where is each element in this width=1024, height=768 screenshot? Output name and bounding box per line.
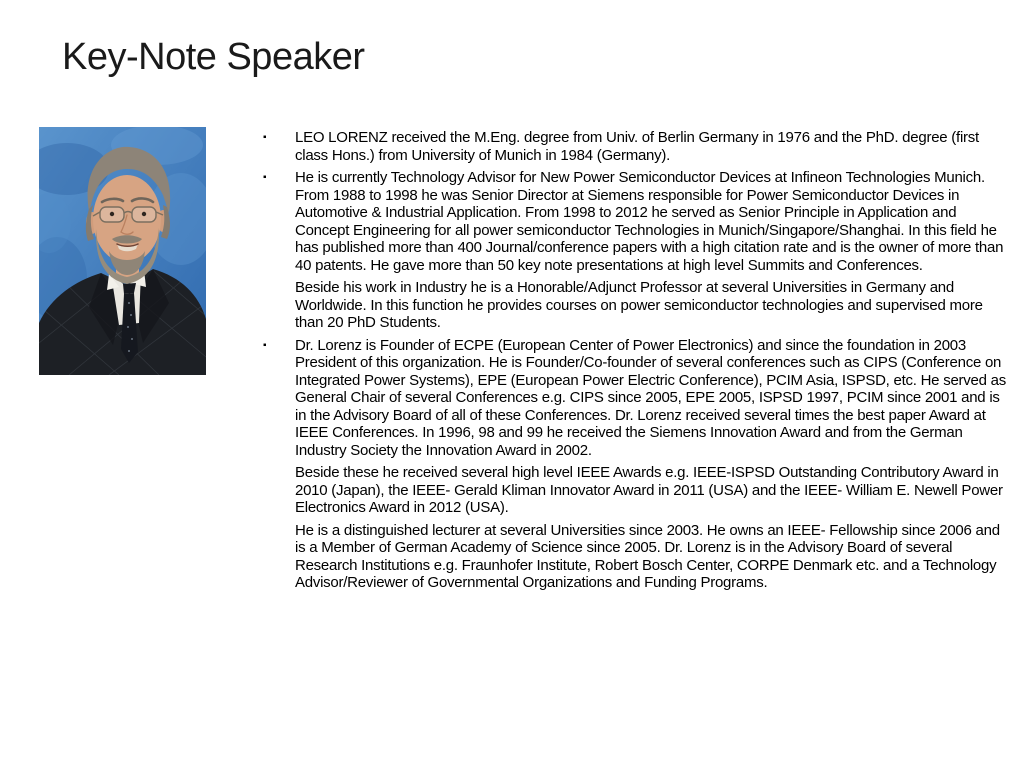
bio-paragraph xyxy=(263,279,1011,332)
bio-text: Beside his work in Industry he is a Honorable/Adjunct Professor at several Universities in Germany and Worldwide. In this function he provides courses on power semiconductor technologies and supervised more than 20 PhD Students. xyxy=(295,279,983,331)
speaker-photo xyxy=(39,127,206,375)
bio-paragraph xyxy=(263,169,1011,274)
bio-text: Beside these he received several high level IEEE Awards e.g. IEEE-ISPSD Outstanding Contributory Award in 2010 (Japan), the IEEE- Gerald Kliman Innovator Award in 2011 (USA) and the IEEE- William E. Newell Power Electronics Award in 2012 (USA). xyxy=(295,464,1003,516)
bio-text: He is currently Technology Advisor for New Power Semiconductor Devices at Infineon Technologies Munich. From 1988 to 1998 he was Senior Director at Siemens responsible for Power Semiconductor Devices in Automotive & Industrial Application. From 1998 to 2012 he served as Senior Principle in Application and Concept Engineering for all power semiconductor Technologies in Munich/Singapore/Shanghai. In this field he has published more than 400 Journal/conference papers with a high citation rate and is the owner of more than 40 patents. He gave more than 50 key note presentations at high level Summits and Conferences. xyxy=(295,169,1004,274)
bio-paragraph xyxy=(263,129,1011,164)
bullet-icon: ▪ xyxy=(263,339,267,351)
slide-title: Key-Note Speaker xyxy=(62,36,365,78)
bio-paragraph xyxy=(263,337,1011,460)
bullet-icon: ▪ xyxy=(263,132,267,143)
bio-text: LEO LORENZ received the M.Eng. degree from Univ. of Berlin Germany in 1976 and the PhD. degree (first class Hons.) from University of Munich in 1984 (Germany). xyxy=(295,129,979,164)
bio-text: He is a distinguished lecturer at several Universities since 2003. He owns an IEEE- Fellowship since 2006 and is a Member of German Academy of Science since 2005. Dr. Lorenz is in the Advisory Board of several Research Institutions e.g. Fraunhofer Institute, Robert Bosch Center, CORPE Denmark etc. and a Technology Advisor/Reviewer of Governmental Organizations and Funding Programs. xyxy=(295,521,1000,591)
bio-paragraph xyxy=(263,464,1011,517)
bio-list xyxy=(263,129,1011,597)
speaker-portrait-image xyxy=(39,127,206,375)
bio-text: Dr. Lorenz is Founder of ECPE (European Center of Power Electronics) and since the foundation in 2003 President of this organization. He is Founder/Co-founder of several conferences such as CIPS (Conference on Integrated Power Systems), EPE (European Power Electric Conference), PCIM Asia, ISPSD, etc. He served as General Chair of several Conferences e.g. CIPS since 2005, EPE 2005, ISPSD 1997, PCIM since 2001 and is in the Advisory Board of all of these Conferences. Dr. Lorenz received several times the best paper Award at IEEE Conferences. In 1996, 98 and 99 he received the Siemens Innovation Award and from the German Industry Society the Innovation Award in 2002. xyxy=(295,336,1006,459)
bio-paragraph xyxy=(263,522,1011,592)
bullet-icon: ▪ xyxy=(263,172,267,183)
